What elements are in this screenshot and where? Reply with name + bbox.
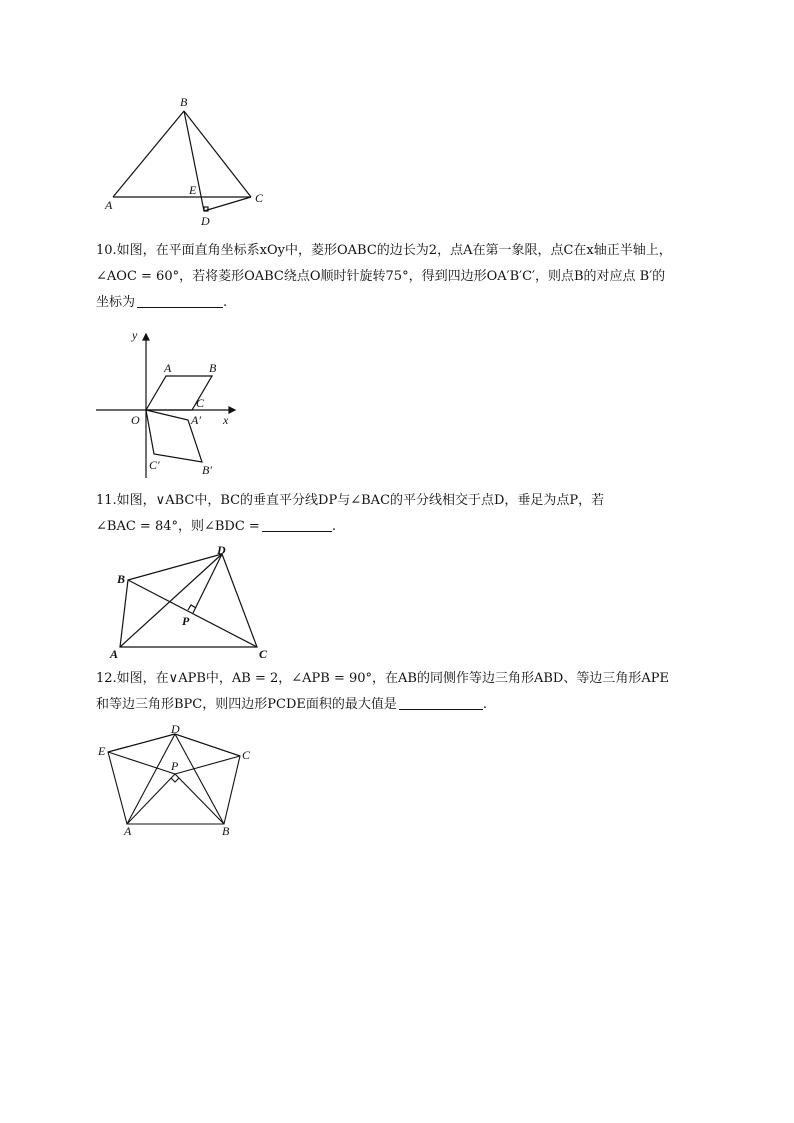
label-d: D	[217, 543, 226, 557]
label-b: B	[209, 361, 217, 375]
figure-q12	[94, 724, 264, 839]
q11-line-2	[96, 514, 716, 540]
q12-line-2-prefix: 和等边三角形BPC，则四边形PCDE面积的最大值是	[96, 697, 397, 712]
right-angle-mark	[171, 778, 179, 782]
answer-blank-q11[interactable]	[262, 517, 332, 532]
label-o: O	[131, 413, 140, 427]
quadrilateral-abdc	[120, 554, 257, 647]
label-a-prime: A′	[191, 413, 201, 427]
segment-ap	[127, 774, 175, 824]
label-d: D	[201, 214, 210, 228]
q10-line-3-prefix: 坐标为	[96, 295, 136, 310]
q10-line-3-suffix: .	[223, 295, 228, 310]
label-x: x	[223, 413, 229, 427]
segment-dp	[193, 554, 222, 613]
question-10	[96, 238, 716, 316]
label-p: P	[182, 614, 190, 628]
label-a: A	[105, 198, 113, 212]
label-a: A	[124, 824, 132, 838]
segment-ad	[127, 734, 175, 824]
label-y: y	[132, 328, 138, 342]
segment-bc	[128, 580, 257, 647]
q10-line-2: ∠AOC = 60°，若将菱形OABC绕点O顺时针旋转75°，得到四边形OA′B′C′，则点B的对应点 B′的	[96, 269, 666, 284]
q12-line-2	[96, 692, 716, 718]
segment-bd	[175, 734, 224, 824]
q11-line-1: 11.如图，∨ABC中，BC的垂直平分线DP与∠BAC的平分线相交于点D，垂足为点P，若	[96, 493, 605, 508]
segment-cp	[175, 756, 240, 774]
label-c-prime: C′	[149, 458, 160, 472]
x-axis-arrow	[229, 407, 235, 413]
label-d: D	[171, 724, 180, 736]
q12-line-2-suffix: .	[482, 697, 487, 712]
label-e: E	[98, 744, 106, 758]
pentagon-outline	[108, 734, 240, 824]
segment-ed	[108, 734, 175, 752]
y-axis-arrow	[143, 334, 149, 340]
label-c: C	[242, 748, 251, 762]
q11-line-2-prefix: ∠BAC = 84°，则∠BDC =	[96, 519, 260, 534]
q10-line-1: 10.如图，在平面直角坐标系xOy中，菱形OABC的边长为2，点A在第一象限，点C在x轴正半轴上，	[96, 243, 672, 258]
label-b: B	[117, 572, 126, 586]
segment-ab	[113, 111, 184, 197]
label-c: C	[259, 647, 268, 661]
figure-q10	[94, 322, 244, 482]
label-b-prime: B′	[202, 463, 212, 477]
q11-line-2-suffix: .	[331, 519, 336, 534]
segment-dc	[204, 197, 251, 211]
label-a: A	[110, 647, 119, 661]
label-a: A	[164, 361, 172, 375]
q10-line-3	[96, 290, 716, 316]
label-c: C	[255, 191, 264, 205]
label-b: B	[180, 95, 188, 109]
figure-q11	[108, 542, 278, 664]
question-11	[96, 488, 716, 540]
segment-ep	[108, 752, 175, 774]
question-12	[96, 666, 716, 718]
segment-bp	[175, 774, 224, 824]
label-p: P	[171, 759, 179, 773]
answer-blank-q10[interactable]	[137, 293, 223, 308]
q12-line-1: 12.如图，在∨APB中，AB = 2，∠APB = 90°，在AB的同侧作等边三角形ABD、等边三角形APE	[96, 671, 669, 686]
figure-q9	[100, 92, 280, 232]
label-e: E	[189, 183, 197, 197]
label-c: C	[196, 396, 205, 410]
label-b: B	[222, 824, 230, 838]
answer-blank-q12[interactable]	[399, 695, 483, 710]
